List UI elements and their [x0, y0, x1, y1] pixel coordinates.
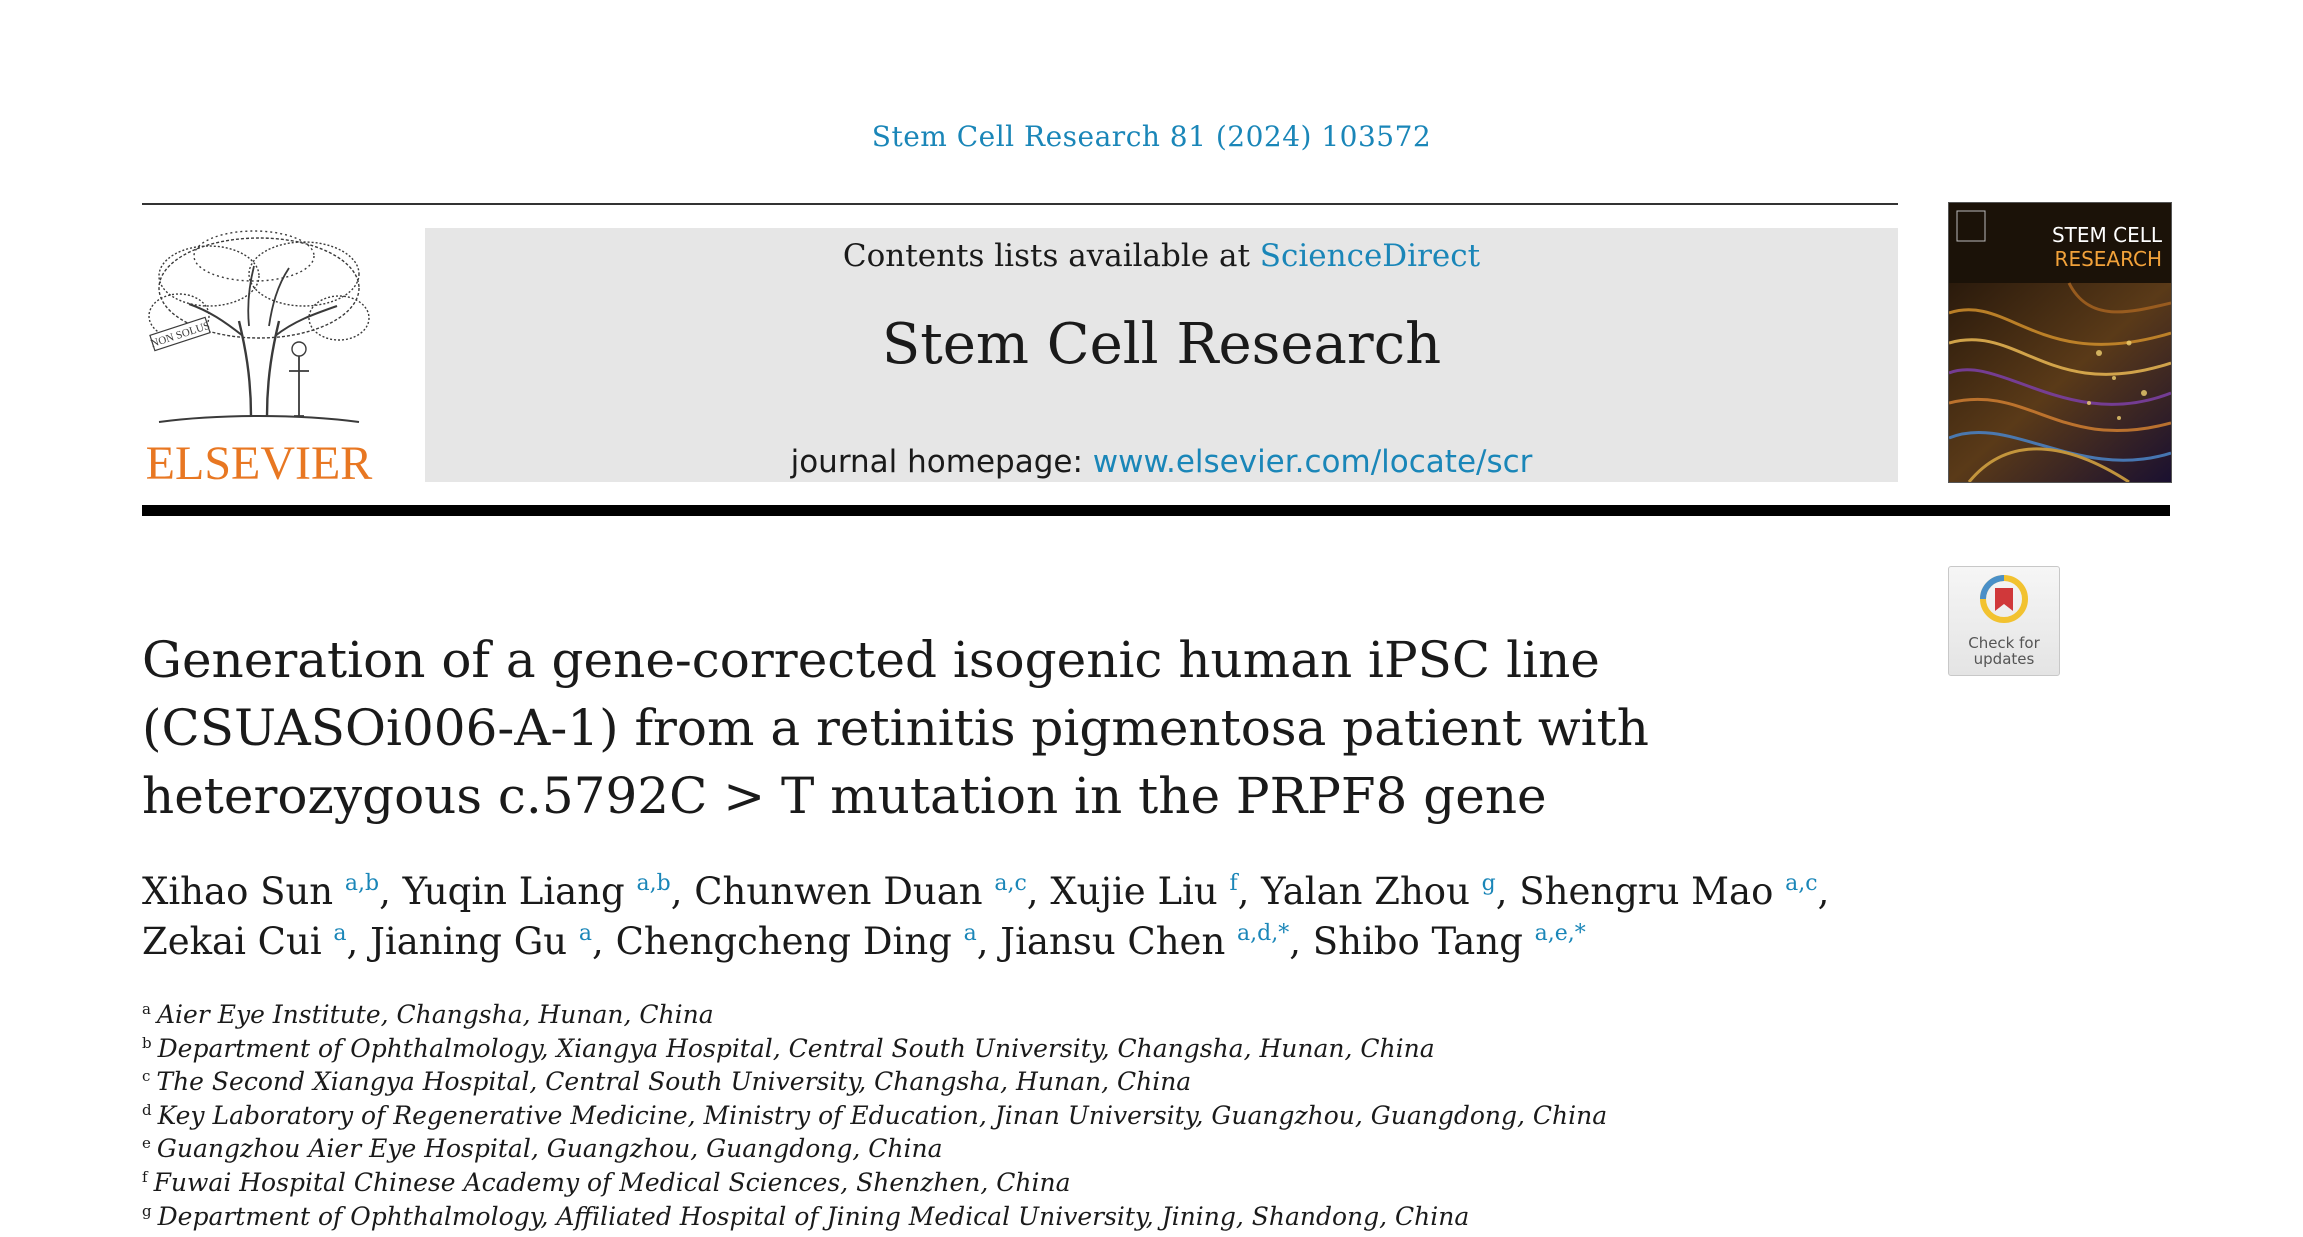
author-list: Xihao Sun $^{a,b}$, Yuqin Liang $^{a,b}$, Chunwen Duan $^{a,c}$, Xujie Liu $^f$, Yalan Zhou $^g$, Shengru Mao $^{a,c}$, Zekai Cui $^a$, Jianing Gu $^a$, Chengcheng Ding $^a$, Jiansu Chen $^{a,d,*}$, Shibo Tang $^{a,e,*}$	[142, 870, 1830, 963]
journal-homepage-link[interactable]: www.elsevier.com/locate/scr	[1092, 444, 1533, 480]
author-affiliation-marks[interactable]: a	[578, 921, 593, 946]
check-updates-label	[1949, 635, 2059, 667]
affiliation-key: c	[142, 1067, 151, 1086]
cover-title	[2052, 223, 2162, 271]
author-entry	[1050, 870, 1237, 913]
author-entry	[142, 870, 379, 913]
affiliation-row	[142, 1132, 1922, 1166]
sciencedirect-link[interactable]: ScienceDirect	[1259, 238, 1481, 274]
affiliation-text: Key Laboratory of Regenerative Medicine, Ministry of Education, Jinan University, Guangzhou, Guangdong, China	[157, 1100, 1608, 1130]
affiliation-key: d	[142, 1100, 152, 1119]
journal-cover-image[interactable]	[1948, 202, 2172, 483]
author-affiliation-marks[interactable]: a,b	[636, 871, 671, 896]
logo-motto: NON SOLUS	[149, 319, 212, 351]
journal-citation-link[interactable]: Stem Cell Research 81 (2024) 103572	[871, 120, 1432, 153]
author-name[interactable]: Yalan Zhou	[1261, 870, 1470, 913]
affiliation-text: Department of Ophthalmology, Affiliated Hospital of Jining Medical University, Jining, Shandong, China	[157, 1201, 1470, 1231]
cover-title-line2: RESEARCH	[2054, 247, 2162, 271]
affiliation-key: b	[142, 1033, 152, 1052]
author-entry	[1313, 920, 1586, 963]
affiliation-text: Guangzhou Aier Eye Hospital, Guangzhou, Guangdong, China	[156, 1134, 943, 1164]
affiliation-row	[142, 1032, 1922, 1066]
author-name[interactable]: Xujie Liu	[1050, 870, 1218, 913]
author-entry	[1261, 870, 1496, 913]
author-affiliation-marks[interactable]: a	[333, 921, 347, 946]
author-entry	[616, 920, 977, 963]
author-name[interactable]: Jiansu Chen	[1000, 920, 1226, 963]
author-name[interactable]: Chunwen Duan	[694, 870, 983, 913]
journal-title: Stem Cell Research	[881, 312, 1442, 377]
elsevier-tree-icon	[139, 226, 375, 436]
check-updates-line1: Check for	[1968, 634, 2040, 652]
author-affiliation-marks[interactable]: a,b	[344, 871, 380, 896]
author-entry	[370, 920, 592, 963]
crossmark-icon	[1978, 573, 2030, 629]
affiliation-row	[142, 998, 1922, 1032]
author-affiliation-marks[interactable]: a,c	[994, 871, 1027, 896]
affiliation-text: Fuwai Hospital Chinese Academy of Medical Sciences, Shenzhen, China	[153, 1167, 1071, 1197]
author-name[interactable]: Jianing Gu	[370, 920, 568, 963]
author-name[interactable]: Xihao Sun	[142, 870, 334, 913]
check-updates-line2: updates	[1973, 650, 2035, 668]
affiliation-row	[142, 1099, 1922, 1133]
affiliation-text: Aier Eye Institute, Changsha, Hunan, China	[156, 1000, 714, 1029]
author-affiliation-marks[interactable]: a,c	[1785, 871, 1818, 896]
header-thick-rule	[142, 505, 2170, 516]
author-name[interactable]: Zekai Cui	[142, 920, 322, 963]
author-name[interactable]: Shengru Mao	[1519, 870, 1774, 913]
affiliation-list	[142, 998, 1922, 1233]
author-entry	[1519, 870, 1817, 913]
elsevier-wordmark: ELSEVIER	[145, 437, 373, 490]
author-affiliation-marks[interactable]: a,d,*	[1237, 921, 1290, 946]
contents-prefix: Contents lists available at	[842, 238, 1260, 274]
article-title: Generation of a gene-corrected isogenic human iPSC line (CSUASOi006-A-1) from a retinitis pigmentosa patient with heterozygous c.5792C > T mutation in the PRPF8 gene	[142, 631, 1649, 825]
affiliation-text: The Second Xiangya Hospital, Central South University, Changsha, Hunan, China	[156, 1067, 1192, 1097]
contents-line	[425, 238, 1898, 274]
affiliation-key: a	[142, 1000, 151, 1018]
homepage-prefix: journal homepage:	[790, 444, 1093, 480]
author-affiliation-marks[interactable]: f	[1229, 871, 1238, 896]
affiliation-key: f	[142, 1167, 148, 1186]
author-name[interactable]: Shibo Tang	[1312, 920, 1523, 963]
author-affiliation-marks[interactable]: a,e,*	[1534, 921, 1586, 946]
affiliation-text: Department of Ophthalmology, Xiangya Hospital, Central South University, Changsha, Hunan, China	[157, 1033, 1435, 1063]
affiliation-row	[142, 1166, 1922, 1200]
author-entry	[142, 920, 347, 963]
author-name[interactable]: Yuqin Liang	[402, 870, 625, 913]
homepage-line	[425, 444, 1898, 480]
affiliation-row	[142, 1200, 1922, 1234]
check-for-updates-button[interactable]	[1948, 566, 2060, 676]
author-entry	[1000, 920, 1289, 963]
cover-publisher-mark	[1957, 211, 1985, 241]
cover-title-line1: STEM CELL	[2051, 223, 2162, 247]
affiliation-key: g	[142, 1201, 152, 1220]
journal-banner	[425, 228, 1898, 482]
author-affiliation-marks[interactable]: g	[1481, 871, 1496, 896]
author-entry	[403, 870, 671, 913]
affiliation-row	[142, 1065, 1922, 1099]
affiliation-key: e	[142, 1134, 151, 1153]
author-entry	[694, 870, 1027, 913]
author-name[interactable]: Chengcheng Ding	[615, 920, 952, 963]
author-affiliation-marks[interactable]: a	[963, 921, 977, 946]
header-top-rule	[142, 203, 1898, 205]
